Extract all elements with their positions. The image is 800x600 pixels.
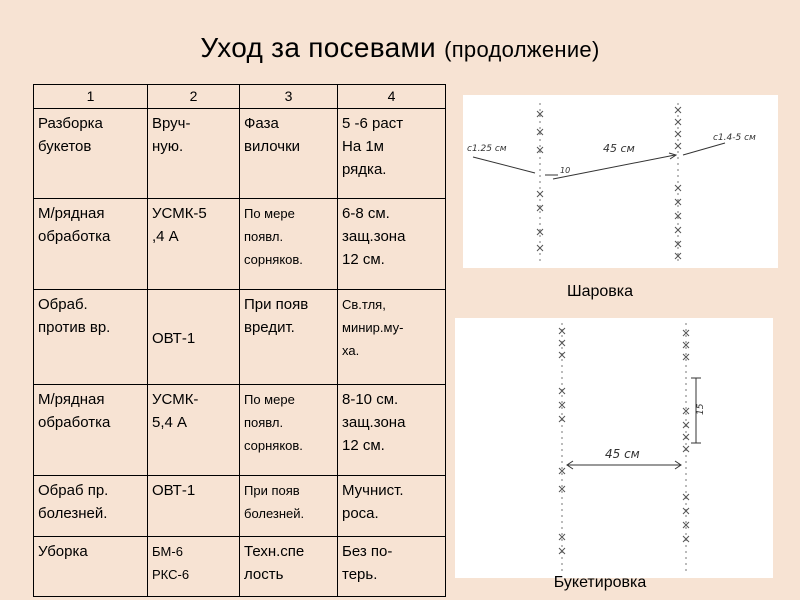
table-cell: Вруч- ную. (148, 108, 240, 198)
center-distance-label: 45 см (605, 447, 640, 461)
table-row (34, 199, 446, 289)
table-row (34, 108, 446, 198)
table-cell: Разборка букетов (34, 108, 148, 198)
crop-care-table (33, 84, 446, 597)
table-cell: При появ болезней. (240, 476, 338, 536)
bunching-sketch (455, 318, 773, 578)
title-sub: (продолжение) (444, 37, 600, 62)
header-cell: 4 (338, 85, 446, 109)
header-cell: 2 (148, 85, 240, 109)
table-cell: 6-8 см. защ.зона 12 см. (338, 199, 446, 289)
thinning-sketch (463, 95, 778, 268)
slide-title (0, 30, 800, 68)
table-cell: По мере появл. сорняков. (240, 199, 338, 289)
header-cell: 3 (240, 85, 338, 109)
table-cell: ОВТ-1 (148, 289, 240, 385)
table-cell: М/рядная обработка (34, 385, 148, 476)
thinning-caption: Шаровка (566, 283, 634, 300)
plant-marks-left (559, 328, 565, 554)
bunching-caption: Букетировка (553, 574, 647, 591)
thinning-diagram (463, 95, 778, 268)
table-row (34, 289, 446, 385)
table-row (34, 385, 446, 476)
table-row (34, 476, 446, 536)
table-cell: Фаза вилочки (240, 108, 338, 198)
table-cell: Обраб. против вр. (34, 289, 148, 385)
table-cell: 5 -6 раст На 1м рядка. (338, 108, 446, 198)
center-distance-label: 45 см (603, 142, 635, 155)
header-cell: 1 (34, 85, 148, 109)
table-cell: Св.тля, минир.му- ха. (338, 289, 446, 385)
table-cell: 8-10 см. защ.зона 12 см. (338, 385, 446, 476)
left-zone-label: с1.25 см (467, 144, 507, 154)
table-cell: М/рядная обработка (34, 199, 148, 289)
title-main: Уход за посевами (200, 32, 436, 63)
table-cell: УСМК- 5,4 А (148, 385, 240, 476)
table-cell: Мучнист. роса. (338, 476, 446, 536)
table-cell: БМ-6 РКС-6 (148, 536, 240, 596)
table-cell: По мере появл. сорняков. (240, 385, 338, 476)
table-cell: Уборка (34, 536, 148, 596)
gap-label: 15 (696, 403, 706, 415)
right-zone-label: с1.4-5 см (713, 133, 756, 143)
table-header-row (34, 85, 446, 109)
table-cell: При появ вредит. (240, 289, 338, 385)
table-cell: УСМК-5 ,4 А (148, 199, 240, 289)
table-row (34, 536, 446, 596)
gap-label: 10 (560, 166, 571, 175)
table-cell: Обраб пр. болезней. (34, 476, 148, 536)
table-cell: ОВТ-1 (148, 476, 240, 536)
bunching-diagram (455, 318, 773, 578)
table-cell: Техн.спе лость (240, 536, 338, 596)
table-cell: Без по- терь. (338, 536, 446, 596)
